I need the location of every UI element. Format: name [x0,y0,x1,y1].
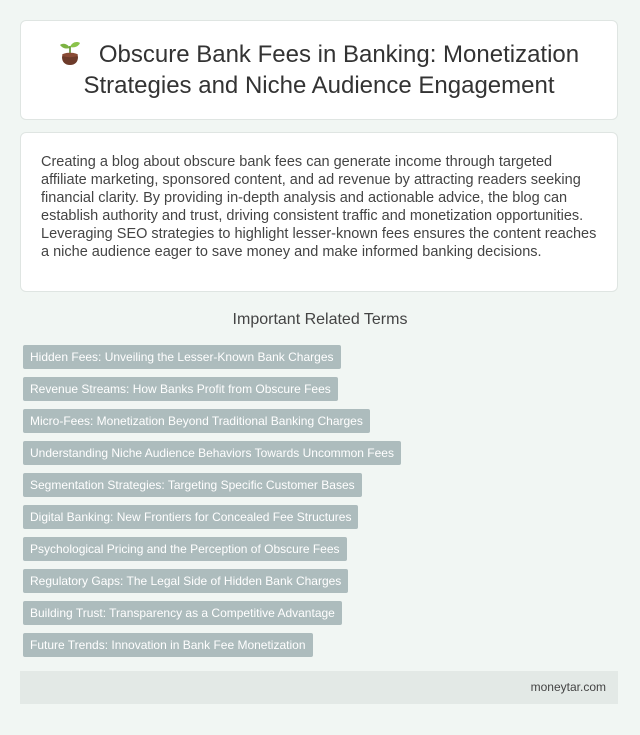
related-term-tag[interactable]: Psychological Pricing and the Perception of Obscure Fees [23,537,347,561]
footer-site-name[interactable]: moneytar.com [530,680,606,694]
related-term-tag[interactable]: Micro-Fees: Monetization Beyond Traditional Banking Charges [23,409,370,433]
related-term-tag[interactable]: Revenue Streams: How Banks Profit from Obscure Fees [23,377,338,401]
intro-paragraph: Creating a blog about obscure bank fees can generate income through targeted affiliate marketing, sponsored content, and ad revenue by attracting readers seeking financial clarity. By providing in-depth analysis and actionable advice, the blog can establish authority and trust, driving consistent traffic and monetization opportunities. Leveraging SEO strategies to highlight lesser-known fees ensures the content reaches a niche audience eager to save money and make informed banking decisions. [41,154,597,260]
related-terms-heading: Important Related Terms [232,311,408,328]
page-title-text: Obscure Bank Fees in Banking: Monetization Strategies and Niche Audience Engagement [83,41,580,99]
related-term-tag[interactable]: Segmentation Strategies: Targeting Specific Customer Bases [23,473,362,497]
footer [20,671,618,704]
related-term-tag[interactable]: Understanding Niche Audience Behaviors Towards Uncommon Fees [23,441,401,465]
title-card [20,20,618,120]
related-term-tag[interactable]: Hidden Fees: Unveiling the Lesser-Known Bank Charges [23,345,341,369]
sprout-icon [59,40,81,66]
related-term-tag[interactable]: Future Trends: Innovation in Bank Fee Monetization [23,633,313,657]
related-term-tag[interactable]: Digital Banking: New Frontiers for Concealed Fee Structures [23,505,358,529]
related-term-tag[interactable]: Building Trust: Transparency as a Competitive Advantage [23,601,342,625]
related-terms-list [23,345,401,665]
related-term-tag[interactable]: Regulatory Gaps: The Legal Side of Hidden Bank Charges [23,569,348,593]
page-title [45,39,593,101]
intro-card [20,132,618,292]
